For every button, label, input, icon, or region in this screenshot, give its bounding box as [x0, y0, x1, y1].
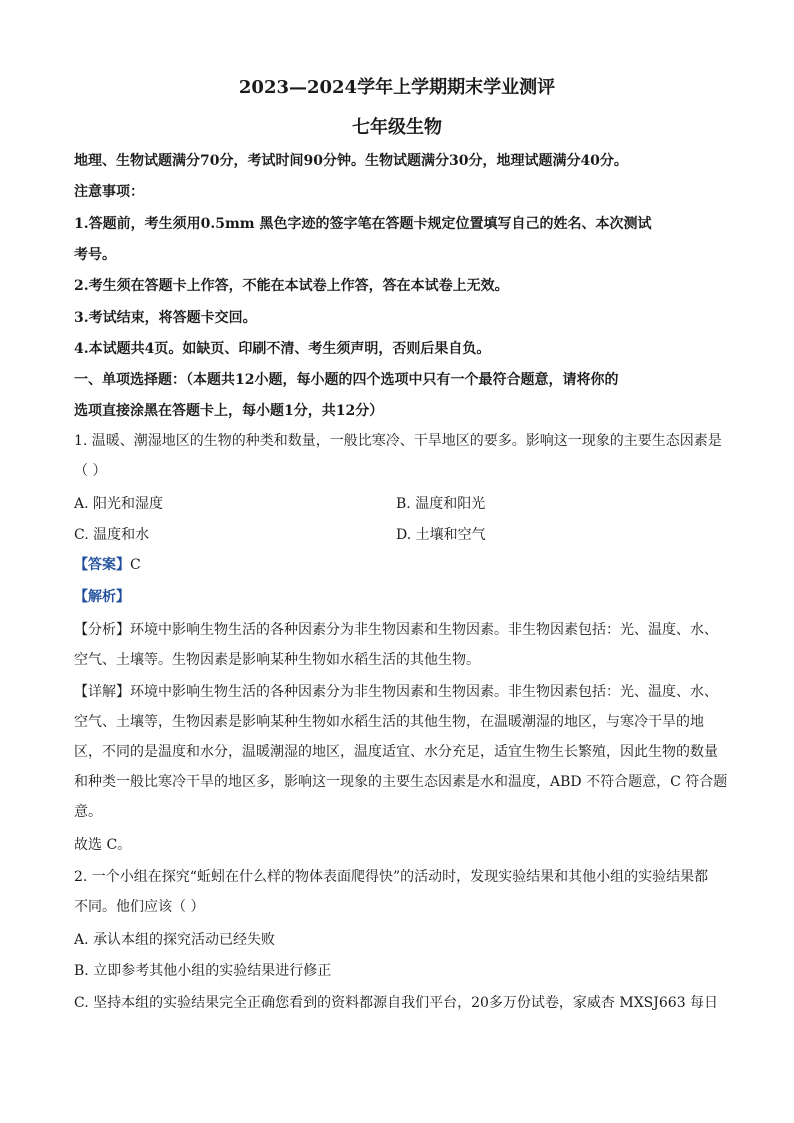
notice-item-1-cont: 考号。 [74, 247, 116, 263]
section-heading-cont: 选项直接涂黑在答题卡上，每小题1分，共12分） [74, 403, 384, 419]
fenxi-text: 环境中影响生物生活的各种因素分为非生物因素和生物因素。非生物因素包括：光、温度、水、 [130, 622, 718, 638]
q1-xiangjie-line-2: 空气、土壤等，生物因素是影响某种生物如水稻生活的其他生物，在温暖潮湿的地区，与寒冷干旱的地 [74, 714, 704, 730]
score-info: 地理、生物试题满分70分，考试时间90分钟。生物试题满分30分，地理试题满分40分。 [74, 153, 628, 169]
question-2-stem: 2. 一个小组在探究“蚯蚓在什么样的物体表面爬得快”的活动时，发现实验结果和其他小组的实验结果都 [74, 869, 709, 885]
q1-option-a: A. 阳光和湿度 [74, 496, 164, 512]
notice-item-3: 3.考试结束，将答题卡交回。 [74, 310, 257, 326]
notice-heading: 注意事项： [74, 184, 144, 200]
q1-fenxi [74, 620, 718, 640]
analysis-label: 【解析】 [74, 589, 130, 605]
exam-subtitle: 七年级生物 [352, 117, 442, 138]
answer-label: 【答案】 [74, 557, 130, 573]
q1-option-c: C. 温度和水 [74, 527, 150, 543]
q1-xiangjie-line-3: 区，不同的是温度和水分，温暖潮湿的地区，温度适宜、水分充足，适宜生物生长繁殖，因此生物的数量 [74, 744, 718, 760]
question-1-stem: 1. 温暖、潮湿地区的生物的种类和数量，一般比寒冷、干旱地区的要多。影响这一现象的主要生态因素是 [74, 433, 722, 449]
q2-option-a: A. 承认本组的探究活动已经失败 [74, 932, 276, 948]
notice-item-4: 4.本试题共4页。如缺页、印刷不清、考生须声明，否则后果自负。 [74, 341, 491, 357]
notice-item-2: 2.考生须在答题卡上作答，不能在本试卷上作答，答在本试卷上无效。 [74, 278, 509, 294]
q1-xiangjie [74, 682, 718, 702]
section-heading: 一、单项选择题：（本题共12小题，每小题的四个选项中只有一个最符合题意，请将你的 [74, 372, 619, 388]
question-1-blank: （ ） [74, 463, 107, 479]
q1-xiangjie-line-5: 意。 [74, 804, 102, 820]
q1-option-b: B. 温度和阳光 [396, 496, 486, 512]
q1-option-d: D. 土壤和空气 [396, 527, 486, 543]
xiangjie-label: 【详解】 [74, 684, 130, 700]
q1-answer [74, 555, 141, 575]
q2-option-c: C. 坚持本组的实验结果完全正确您看到的资料都源自我们平台，20多万份试卷，家威杏 MXSJ663 每日 [74, 995, 719, 1011]
answer-value: C [130, 557, 141, 573]
xiangjie-text: 环境中影响生物生活的各种因素分为非生物因素和生物因素。非生物因素包括：光、温度、水、 [130, 684, 718, 700]
exam-title: 2023—2024学年上学期期末学业测评 [238, 77, 556, 98]
notice-item-1: 1.答题前，考生须用0.5mm 黑色字迹的签字笔在答题卡规定位置填写自己的姓名、本次测试 [74, 216, 652, 232]
fenxi-label: 【分析】 [74, 622, 130, 638]
question-2-stem-cont: 不同。他们应该（ ） [74, 899, 205, 915]
q1-xiangjie-line-4: 和种类一般比寒冷干旱的地区多，影响这一现象的主要生态因素是水和温度，ABD 不符合题意，C 符合题 [74, 774, 728, 790]
q1-conclusion: 故选 C。 [74, 837, 132, 853]
q1-analysis-label [74, 587, 130, 607]
q1-fenxi-cont: 空气、土壤等。生物因素是影响某种生物如水稻生活的其他生物。 [74, 652, 480, 668]
q2-option-b: B. 立即参考其他小组的实验结果进行修正 [74, 963, 332, 979]
